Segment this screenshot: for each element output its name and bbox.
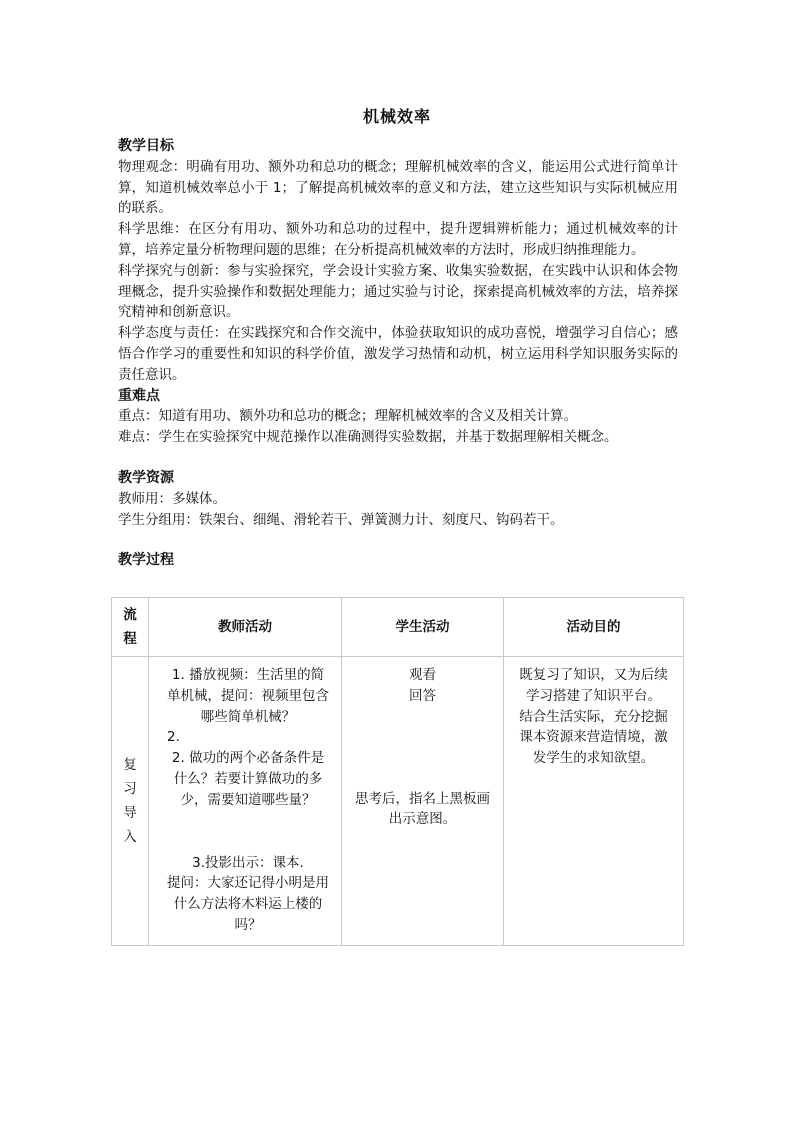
stage-label: 复习导入 — [123, 757, 137, 845]
column-header-stage: 流程 — [112, 598, 149, 657]
table-row — [112, 657, 684, 946]
teacher-item-blank: 2. — [167, 729, 180, 746]
resources-heading: 教学资源 — [118, 469, 174, 486]
goal-scientific-thinking: 科学思维：在区分有用功、额外功和总功的过程中，提升逻辑辨析能力；通过机械效率的计算，培养定量分析物理问题的思维；在分析提高机械效率的方法时，形成归纳推理能力。 — [118, 221, 678, 258]
resources-students: 学生分组用：铁架台、细绳、滑轮若干、弹簧测力计、刻度尺、钩码若干。 — [118, 511, 564, 528]
goal-attitude-responsibility: 科学态度与责任：在实践探究和合作交流中，体验获取知识的成功喜悦，增强学习自信心；感悟合作学习的重要性和知识的科学价值，激发学习热情和动机，树立运用科学知识服务实际的责任意识。 — [118, 325, 678, 383]
purpose-part-1: 既复习了知识，又为后续学习搭建了知识平台。 — [519, 667, 668, 704]
table-header-row — [112, 598, 684, 657]
section-gap — [118, 530, 678, 550]
teacher-activity-cell — [149, 657, 342, 946]
stage-cell — [112, 657, 149, 946]
key-point-difficult: 难点：学生在实验探究中规范操作以准确测得实验数据，并基于数据理解相关概念。 — [118, 429, 618, 446]
column-header-purpose: 活动目的 — [504, 598, 684, 657]
student-activity-cell — [342, 657, 504, 946]
process-heading: 教学过程 — [118, 552, 174, 569]
teacher-item-3-title: 3.投影出示：课本. — [192, 854, 304, 871]
purpose-part-2: 结合生活实际，充分挖掘课本资源来营造情境，激发学生的求知欲望。 — [519, 708, 668, 767]
goal-inquiry-innovation: 科学探究与创新：参与实验探究，学会设计实验方案、收集实验数据，在实践中认识和体会物理概念，提升实验操作和数据处理能力；通过实验与讨论，探索提高机械效率的方法，培养探究精神和创新意识。 — [118, 262, 678, 321]
page-title: 机械效率 — [362, 107, 431, 126]
lesson-plan-body — [118, 136, 678, 571]
key-point-important: 重点：知道有用功、额外功和总功的概念；理解机械效率的含义及相关计算。 — [118, 408, 577, 425]
teaching-process-table — [111, 597, 684, 946]
goals-heading: 教学目标 — [118, 138, 174, 154]
column-header-student: 学生活动 — [342, 598, 504, 657]
teacher-item-2: 2. 做功的两个必备条件是什么？若要计算做功的多少，需要知道哪些量？ — [171, 750, 325, 808]
purpose-cell — [504, 657, 684, 946]
key-points-heading: 重难点 — [118, 387, 160, 404]
student-line-3: 思考后，指名上黑板画出示意图。 — [355, 790, 490, 828]
student-line-1: 观看 — [409, 667, 436, 683]
resources-teacher: 教师用：多媒体。 — [118, 490, 226, 507]
teacher-item-3-text: 提问：大家还记得小明是用什么方法将木料运上楼的吗？ — [167, 875, 329, 933]
student-line-2: 回答 — [409, 687, 436, 704]
column-header-teacher: 教师活动 — [149, 598, 342, 657]
section-gap — [118, 448, 678, 468]
goal-physics-concept: 物理观念：明确有用功、额外功和总功的概念；理解机械效率的含义，能运用公式进行简单计算，知道机械效率总小于 1；了解提高机械效率的意义和方法，建立这些知识与实际机械应用的联系。 — [118, 158, 678, 217]
teacher-item-1: 1. 播放视频：生活里的简单机械，提问：视频里包含哪些简单机械？ — [167, 667, 329, 725]
